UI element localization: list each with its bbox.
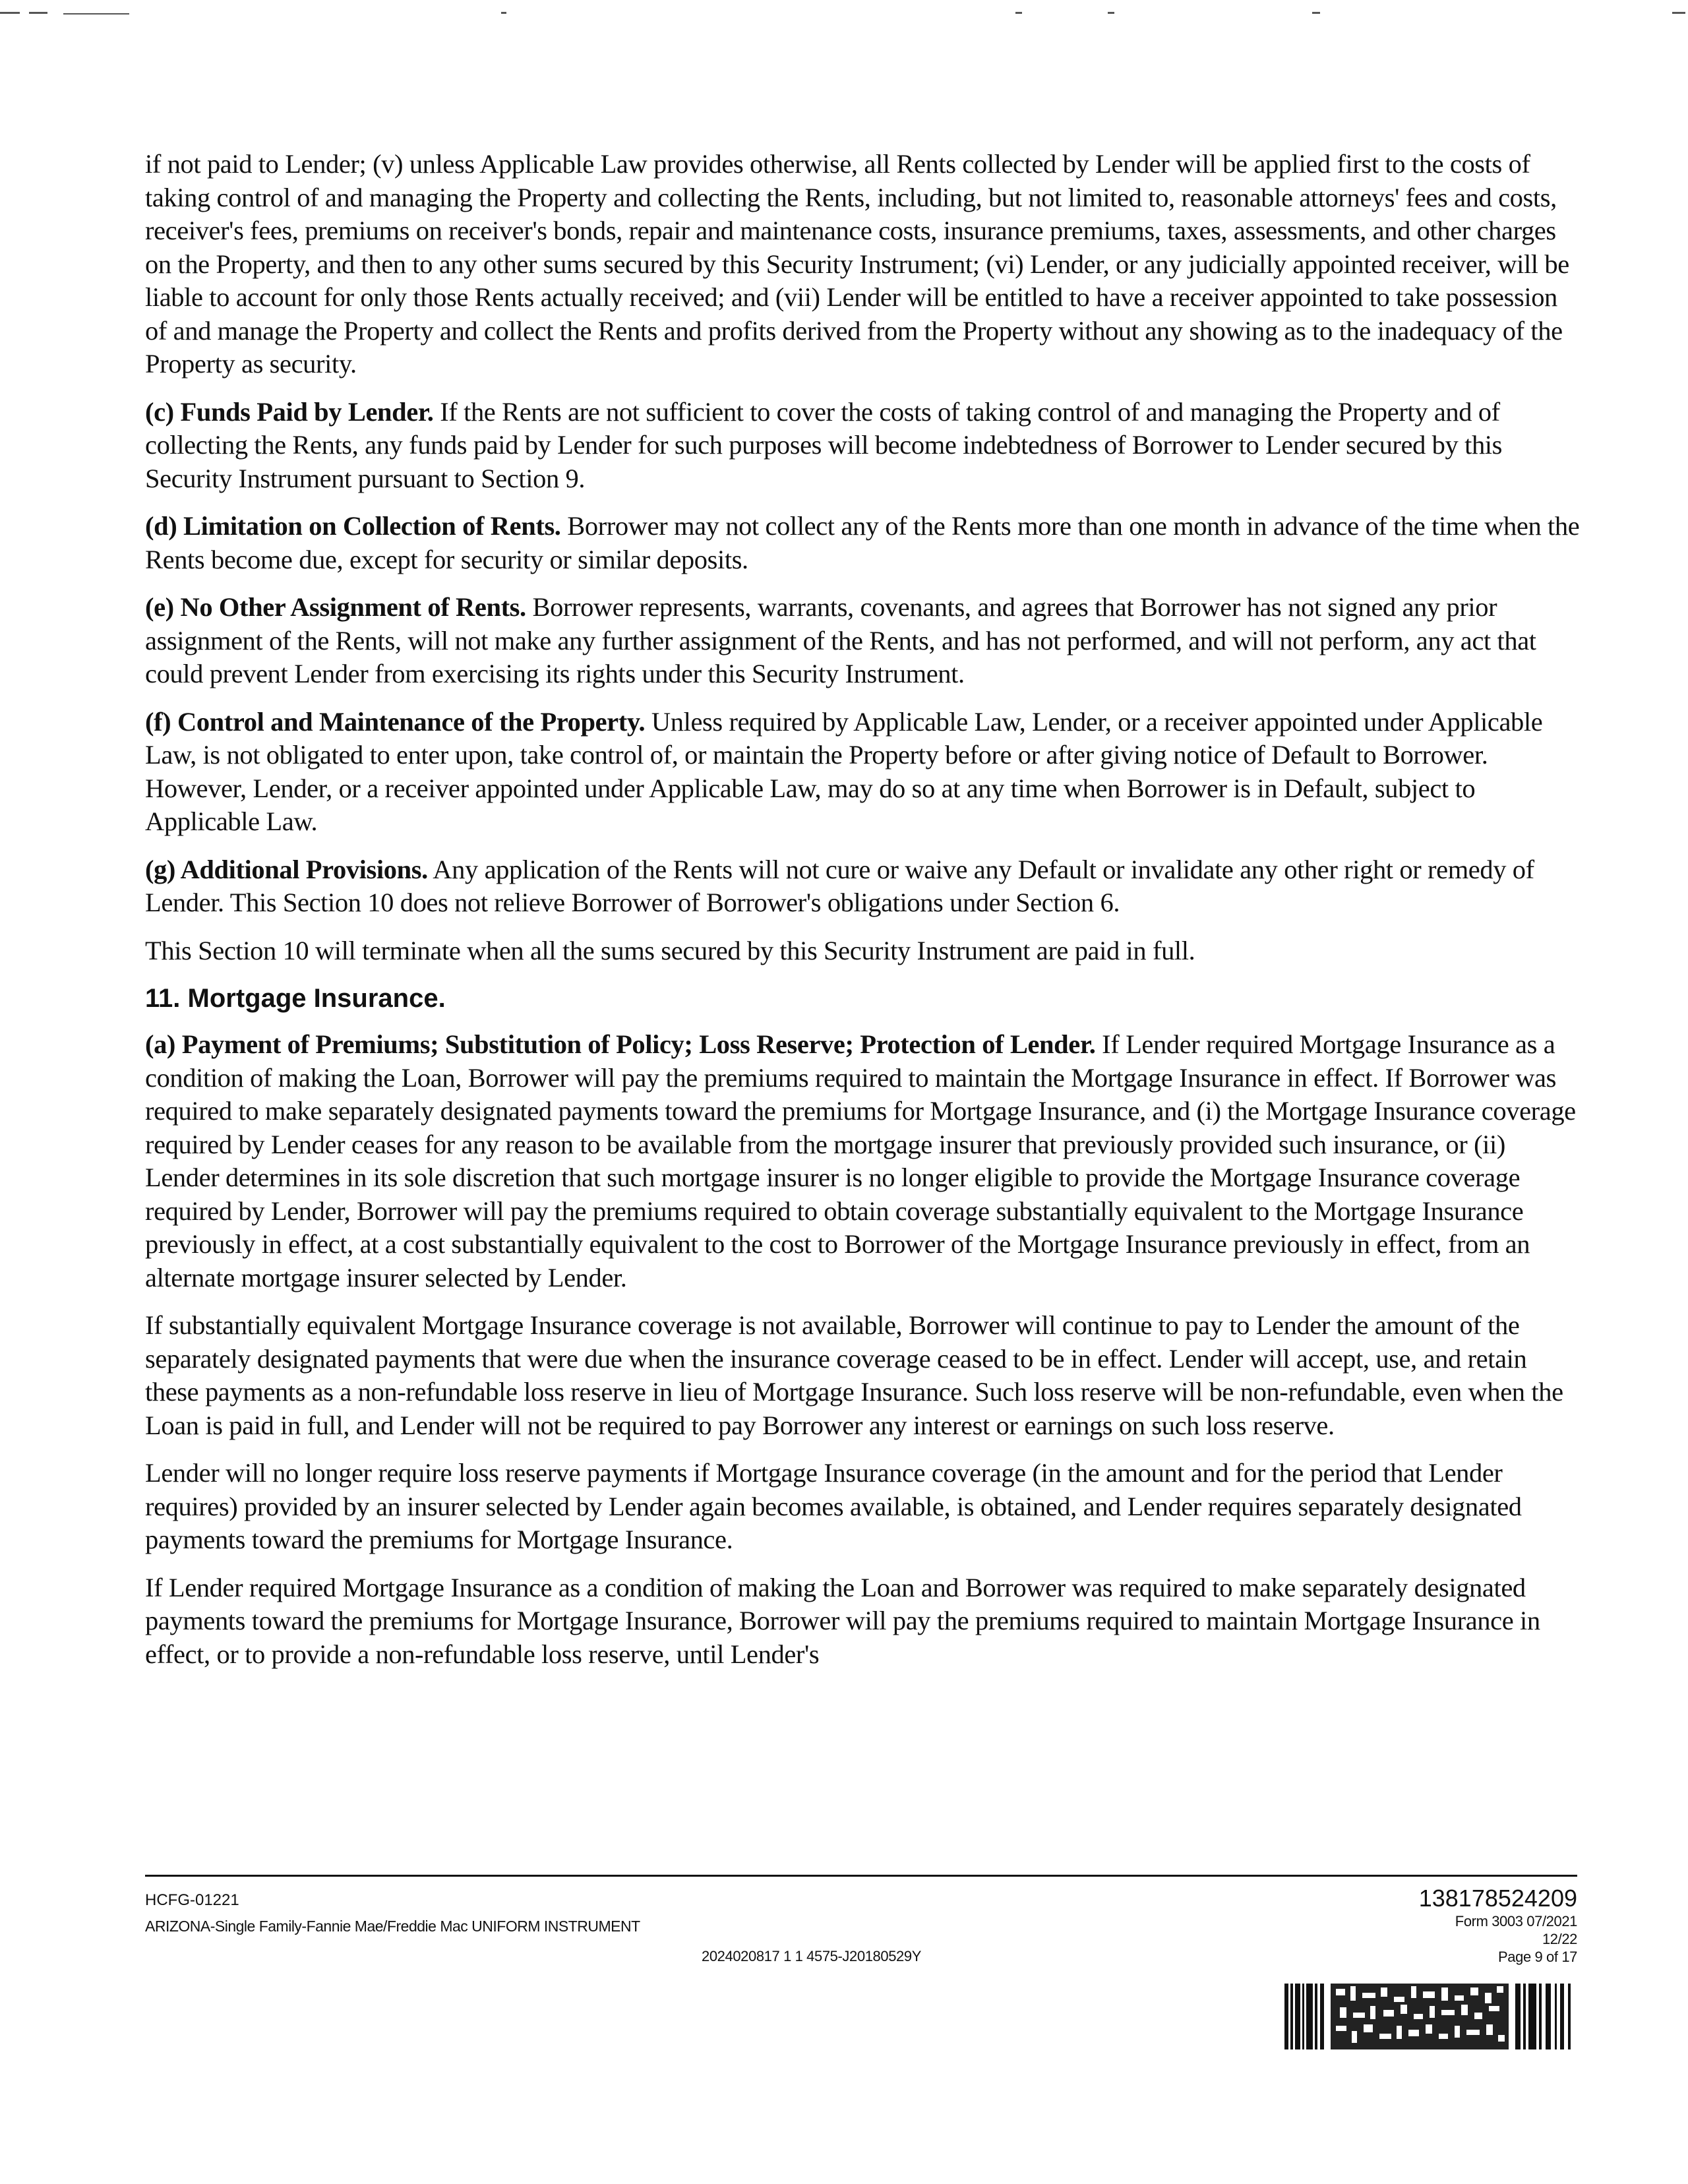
footer-page-number: Page 9 of 17 — [1498, 1949, 1577, 1965]
page-footer — [145, 1879, 1577, 2077]
footer-divider — [145, 1875, 1577, 1877]
document-body — [145, 148, 1582, 1685]
footer-right-block — [1419, 1885, 1577, 1966]
paragraph-premiums-until: If Lender required Mortgage Insurance as a condition of making the Loan and Borrower was required to make separately designated payments toward the premiums for Mortgage Insurance, Borrower will pay the premiums required to maintain Mortgage Insurance in effect, or to provide a non-refundable loss reserve, until Lender's — [145, 1572, 1540, 1669]
paragraph-no-other-assignment: (e) No Other Assignment of Rents. Borrower represents, warrants, covenants, and agrees that Borrower has not signed any prior assignment of the Rents, will not make any further assignment of the Rents, and has not performed, and will not perform, any act that could prevent Lender from exercising its rights under this Security Instrument. — [145, 592, 1536, 688]
section-heading-mortgage-insurance: 11. Mortgage Insurance. — [145, 984, 446, 1013]
paragraph-loss-reserve: If substantially equivalent Mortgage Insurance coverage is not available, Borrower will continue to pay to Lender the amount of the separately designated payments that were due when the insurance coverage ceased to be in effect. Lender will accept, use, and retain these payments as a non-refundable loss reserve in lieu of Mortgage Insurance. Such loss reserve will be non-refundable, even when the Loan is paid in full, and Lender will not be required to pay Borrower any interest or earnings on such loss reserve. — [145, 1310, 1563, 1440]
paragraph-payment-of-premiums: (a) Payment of Premiums; Substitution of Policy; Loss Reserve; Protection of Lender. If Lender required Mortgage Insurance as a condition of making the Loan, Borrower will pay the premiums required to maintain the Mortgage Insurance in effect. If Borrower was required to make separately designated payments toward the premiums for Mortgage Insurance, and (i) the Mortgage Insurance coverage required by Lender ceases for any reason to be available from the mortgage insurer that previously provided such insurance, or (ii) Lender determines in its sole discretion that such mortgage insurer is no longer eligible to provide the Mortgage Insurance coverage required by Lender, Borrower will pay the premiums required to obtain coverage substantially equivalent to the Mortgage Insurance previously in effect, at a cost substantially equivalent to the cost to Borrower of the Mortgage Insurance previously in effect, from an alternate mortgage insurer selected by Lender. — [145, 1029, 1576, 1292]
footer-instrument-name: ARIZONA-Single Family-Fannie Mae/Freddie Mac UNIFORM INSTRUMENT — [145, 1918, 640, 1935]
scan-artifacts — [0, 9, 1688, 16]
footer-document-id: 2024020817 1 1 4575-J20180529Y — [702, 1948, 921, 1964]
footer-loan-number: 138178524209 — [1418, 1885, 1577, 1912]
barcode-icon — [1284, 1984, 1575, 2049]
paragraph-control-and-maintenance: (f) Control and Maintenance of the Property. Unless required by Applicable Law, Lender, or a receiver appointed under Applicable Law, is not obligated to enter upon, take control of, or maintain the Property before or after giving notice of Default to Borrower. However, Lender, or a receiver appointed under Applicable Law, may do so at any time when Borrower is in Default, subject to Applicable Law. — [145, 706, 1543, 836]
paragraph-rents-application: if not paid to Lender; (v) unless Applicable Law provides otherwise, all Rents collected by Lender will be applied first to the costs of taking control of and managing the Property and collecting the Rents, including, but not limited to, reasonable attorneys' fees and costs, receiver's fees, premiums on receiver's bonds, repair and maintenance costs, insurance premiums, taxes, assessments, and other charges on the Property, and then to any other sums secured by this Security Instrument; (vi) Lender, or any judicially appointed receiver, will be liable to account for only those Rents actually received; and (vii) Lender will be entitled to have a receiver appointed to take possession of and manage the Property and collect the Rents and profits derived from the Property without any showing as to the inadequacy of the Property as security. — [145, 149, 1569, 379]
footer-form-number: Form 3003 07/2021 — [1455, 1913, 1577, 1929]
footer-revision: 12/22 — [1542, 1931, 1577, 1947]
paragraph-funds-paid-by-lender: (c) Funds Paid by Lender. If the Rents are not sufficient to cover the costs of taking control of and managing the Property and of collecting the Rents, any funds paid by Lender for such purposes will become indebtedness of Borrower to Lender secured by this Security Instrument pursuant to Section 9. — [145, 396, 1503, 493]
footer-form-code: HCFG-01221 — [145, 1891, 239, 1909]
paragraph-limitation-on-collection: (d) Limitation on Collection of Rents. Borrower may not collect any of the Rents more than one month in advance of the time when the Rents become due, except for security or similar deposits. — [145, 511, 1580, 574]
paragraph-no-longer-require: Lender will no longer require loss reserve payments if Mortgage Insurance coverage (in the amount and for the period that Lender requires) provided by an insurer selected by Lender again becomes available, is obtained, and Lender requires separately designated payments toward the premiums for Mortgage Insurance. — [145, 1458, 1522, 1554]
paragraph-additional-provisions: (g) Additional Provisions. Any application of the Rents will not cure or waive any Default or invalidate any other right or remedy of Lender. This Section 10 does not relieve Borrower of Borrower's obligations under Section 6. — [145, 854, 1534, 917]
paragraph-section-10-termination: This Section 10 will terminate when all the sums secured by this Security Instrument are paid in full. — [145, 935, 1195, 965]
